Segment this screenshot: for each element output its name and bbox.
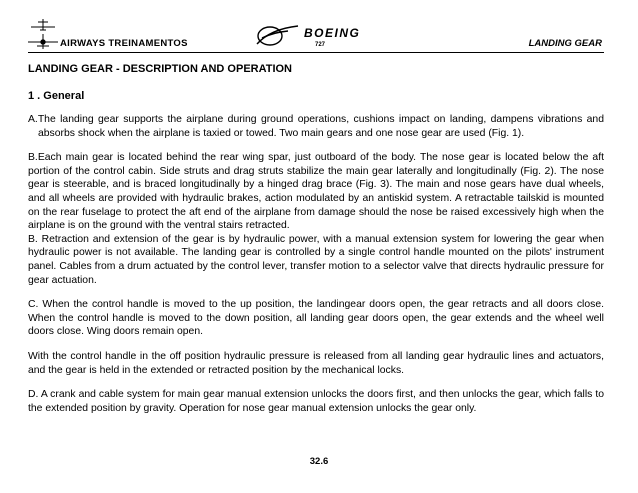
paragraph: With the control handle in the off position hydraulic pressure is released from all landing gear hydraulic lines and actuators, and the gear is held in the extended or retracted position by the mechanical locks.	[28, 350, 604, 376]
paragraph: C. When the control handle is moved to the up position, the landingear doors open, the gear retracts and all doors close. When the control handle is moved to the down position, all landing gear doors open, the gear extends and the wheel well doors close. Wing doors remain open.	[28, 299, 604, 338]
boeing-wordmark: BOEING	[304, 26, 361, 40]
section-heading: 1 . General	[28, 90, 85, 102]
aircraft-model: 727	[315, 42, 326, 48]
company-name: AIRWAYS TREINAMENTOS	[60, 38, 188, 49]
section-name: LANDING GEAR	[528, 38, 602, 49]
page-number: 32.6	[309, 456, 329, 467]
paragraph: B.Each main gear is located behind the rear wing spar, just outboard of the body. The nose gear is located below the aft portion of the control cabin. Side struts and drag struts stabilize the main gear laterally and longitudinally (Fig. 2). The nose gear is steerable, and is braced longitudinally by a hinged drag brace (Fig. 3). The main and nose gears have dual wheels, and all wheels are provided with hydraulic brakes, action modulated by an antiskid system. A retractable tailskid is mounted on the rear fuselage to protect the aft end of the airplane from damage should the nose be raised excessively high when the airplane is on the ground with the ventral stairs retracted.	[28, 152, 604, 232]
document-body	[28, 62, 604, 426]
paragraph: B. Retraction and extension of the gear is by hydraulic power, with a manual extension system for lowering the gear when hydraulic power is not available. The landing gear is controlled by a single control handle mounted on the pilots' instrument panel. Cables from a drum actuated by the control lever, transfer motion to a selector valve that directs hydraulic pressure for gear actuation.	[28, 233, 604, 286]
paragraph: D. A crank and cable system for main gear manual extension unlocks the doors first, and then unlocks the gear, which falls to the extended position by gravity. Operation for nose gear manual extension unlocks the gear only.	[28, 389, 604, 414]
page-header	[28, 18, 604, 52]
document-title: LANDING GEAR - DESCRIPTION AND OPERATION	[28, 63, 293, 75]
paragraph: A.The landing gear supports the airplane during ground operations, cushions impact on landing, dampens vibrations and absorbs shock when the airplane is taxied or towed. Two main gears and one nose gear are used (Fig. 1).	[28, 114, 604, 139]
airplane-logo-icon	[28, 18, 58, 50]
header-divider	[28, 52, 604, 53]
